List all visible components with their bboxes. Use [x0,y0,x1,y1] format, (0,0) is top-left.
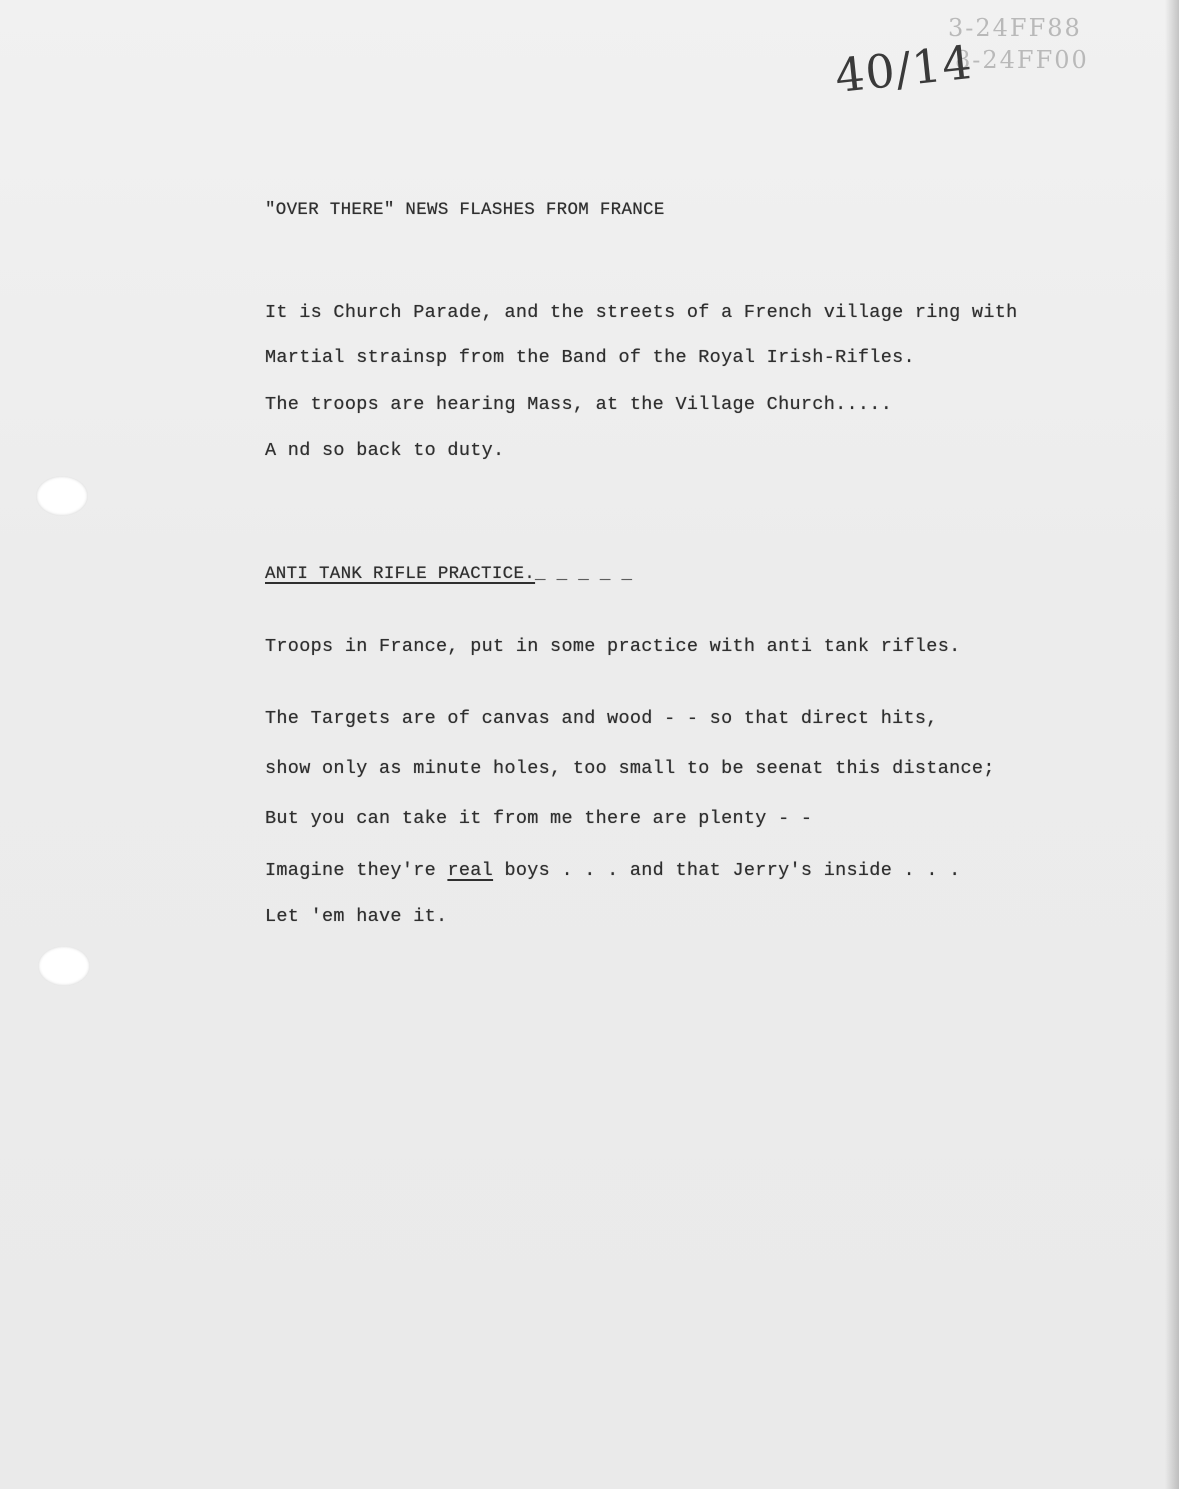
paragraph-line: But you can take it from me there are plenty - - [265,808,813,829]
paragraph-line-closing: Let 'em have it. [265,906,448,927]
punch-hole-top [36,476,88,516]
paragraph-line: A nd so back to duty. [265,440,505,461]
paragraph-line: The troops are hearing Mass, at the Village Church..... [265,394,893,415]
paragraph-line-imagine [265,860,961,881]
paragraph-line: It is Church Parade, and the streets of a French village ring with [265,302,1018,323]
section-heading-anti-tank [265,564,632,584]
paragraph-line: The Targets are of canvas and wood - - so that direct hits, [265,708,938,729]
heading-trailing-dashes: _ _ _ _ _ [535,564,633,584]
paragraph-line: show only as minute holes, too small to be seenat this distance; [265,758,995,779]
faint-reference-number-top: 3-24FF88 [948,14,1082,42]
paragraph-line: Martial strainsp from the Band of the Royal Irish-Rifles. [265,347,915,368]
imagine-text-after: boys . . . and that Jerry's inside . . . [493,860,961,881]
page-edge-shadow [1165,0,1179,1489]
section-heading-news-flashes: "OVER THERE" NEWS FLASHES FROM FRANCE [265,200,665,220]
handwritten-file-number: 40/14 [832,34,976,104]
section-heading-anti-tank-text: ANTI TANK RIFLE PRACTICE. [265,564,536,584]
underlined-word-real: real [447,860,494,881]
punch-hole-bottom [38,946,90,986]
paragraph-line: Troops in France, put in some practice with anti tank rifles. [265,636,961,657]
faint-reference-number-bottom: 8-24FF00 [955,46,1089,74]
imagine-text-before: Imagine they're [265,860,448,881]
